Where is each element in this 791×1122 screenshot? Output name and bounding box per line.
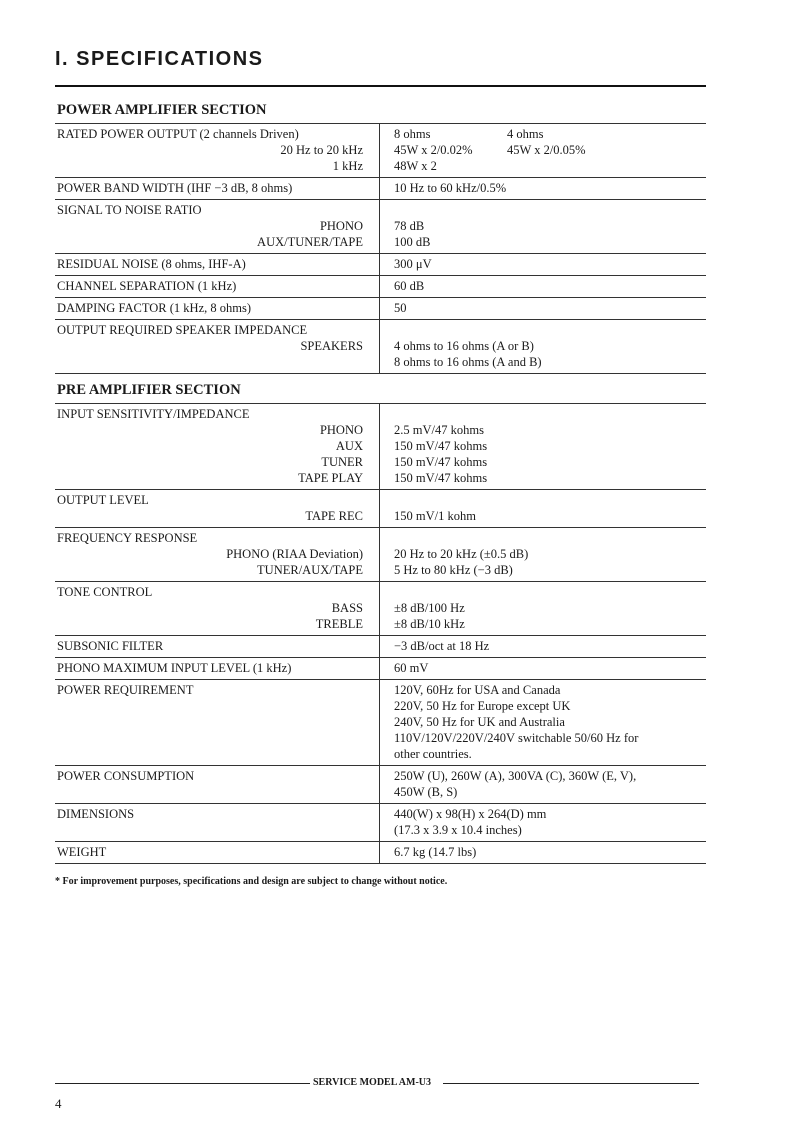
spec-row	[55, 804, 706, 842]
spec-sublabel: TAPE PLAY	[298, 471, 363, 485]
spec-value: 150 mV/1 kohm	[394, 509, 476, 523]
spec-label: TONE CONTROL	[57, 585, 153, 599]
title-rule	[55, 85, 706, 87]
spec-label-cell	[55, 582, 380, 636]
spec-sublabel: PHONO	[319, 219, 363, 233]
spec-value-line	[394, 218, 704, 234]
spec-row	[55, 490, 706, 528]
spec-row	[55, 178, 706, 200]
spec-sublabel: 1 kHz	[332, 159, 363, 173]
footer-rule-right	[443, 1083, 699, 1084]
page-title: I. SPECIFICATIONS	[55, 48, 264, 70]
spec-value-cell	[380, 276, 707, 298]
spec-row	[55, 276, 706, 298]
spec-label: RATED POWER OUTPUT (2 channels Driven)	[57, 127, 299, 141]
spec-value-line	[394, 354, 704, 370]
spec-value-line	[394, 784, 704, 800]
spec-value: 150 mV/47 kohms	[394, 471, 488, 485]
spec-value: 150 mV/47 kohms	[394, 439, 488, 453]
spec-value-line	[394, 454, 704, 470]
spec-sublabel: BASS	[331, 601, 363, 615]
spec-label-cell	[55, 658, 380, 680]
spec-value: (17.3 x 3.9 x 10.4 inches)	[394, 823, 522, 837]
spec-value: 10 Hz to 60 kHz/0.5%	[394, 181, 507, 195]
spec-label: SIGNAL TO NOISE RATIO	[57, 203, 202, 217]
spec-value-line	[394, 338, 704, 354]
spec-value-line	[394, 234, 704, 250]
spec-value: ±8 dB/100 Hz	[394, 601, 465, 615]
footer-model: SERVICE MODEL AM-U3	[313, 1077, 431, 1088]
spec-value-line	[394, 180, 704, 196]
spec-label-cell	[55, 766, 380, 804]
pre-amp-table	[55, 403, 706, 864]
spec-row	[55, 636, 706, 658]
spec-row	[55, 766, 706, 804]
spec-label-cell	[55, 298, 380, 320]
spec-value: 100 dB	[394, 235, 431, 249]
spec-value: 4 ohms	[507, 127, 544, 141]
spec-value-line	[394, 600, 704, 616]
spec-value-line	[394, 822, 704, 838]
spec-sublabel: TUNER/AUX/TAPE	[257, 563, 363, 577]
footnote: * For improvement purposes, specifications and design are subject to change without notice.	[55, 876, 448, 887]
spec-value: 2.5 mV/47 kohms	[394, 423, 484, 437]
spec-sublabel: AUX/TUNER/TAPE	[257, 235, 363, 249]
spec-sublabel: TUNER	[321, 455, 363, 469]
spec-value: −3 dB/oct at 18 Hz	[394, 639, 490, 653]
spec-value-cell	[380, 254, 707, 276]
spec-label: POWER CONSUMPTION	[57, 769, 195, 783]
spec-value: 45W x 2/0.05%	[507, 143, 586, 157]
spec-label-cell	[55, 320, 380, 374]
spec-value-line	[394, 158, 704, 174]
spec-row	[55, 842, 706, 864]
spec-value-line	[394, 584, 704, 600]
spec-value-line	[394, 508, 704, 524]
spec-value-line	[394, 470, 704, 486]
spec-value: 110V/120V/220V/240V switchable 50/60 Hz for	[394, 731, 639, 745]
spec-value-line	[394, 438, 704, 454]
spec-value-cell	[380, 528, 707, 582]
spec-value: 60 mV	[394, 661, 429, 675]
page-number: 4	[55, 1096, 62, 1111]
spec-value: 240V, 50 Hz for UK and Australia	[394, 715, 565, 729]
spec-row	[55, 254, 706, 276]
spec-value-cell	[380, 658, 707, 680]
spec-label-cell	[55, 636, 380, 658]
spec-value-line	[394, 300, 704, 316]
spec-sublabel: 20 Hz to 20 kHz	[280, 143, 363, 157]
spec-value: 50	[394, 301, 407, 315]
spec-label-cell	[55, 124, 380, 178]
spec-row	[55, 528, 706, 582]
spec-label: PHONO MAXIMUM INPUT LEVEL (1 kHz)	[57, 661, 292, 675]
spec-value-cell	[380, 766, 707, 804]
spec-value-line	[394, 698, 704, 714]
power-amp-heading: POWER AMPLIFIER SECTION	[57, 102, 267, 118]
spec-value-line	[394, 714, 704, 730]
spec-value-line	[394, 806, 704, 822]
spec-value-line	[394, 126, 704, 142]
spec-label-cell	[55, 404, 380, 490]
spec-label: RESIDUAL NOISE (8 ohms, IHF-A)	[57, 257, 246, 271]
spec-value-line	[394, 562, 704, 578]
spec-sublabel: TAPE REC	[305, 509, 363, 523]
spec-label: SUBSONIC FILTER	[57, 639, 164, 653]
spec-value-line	[394, 256, 704, 272]
spec-value: 60 dB	[394, 279, 425, 293]
spec-value: 250W (U), 260W (A), 300VA (C), 360W (E, V),	[394, 769, 637, 783]
spec-value-cell	[380, 124, 707, 178]
spec-value-cell	[380, 298, 707, 320]
spec-value: 220V, 50 Hz for Europe except UK	[394, 699, 571, 713]
spec-value-line	[394, 142, 704, 158]
spec-sublabel: PHONO	[319, 423, 363, 437]
spec-value-line	[394, 844, 704, 860]
spec-label-cell	[55, 254, 380, 276]
spec-value-line	[394, 768, 704, 784]
spec-label-cell	[55, 178, 380, 200]
spec-value: 45W x 2/0.02%	[394, 143, 473, 157]
spec-value-cell	[380, 680, 707, 766]
spec-label: OUTPUT LEVEL	[57, 493, 149, 507]
spec-row	[55, 200, 706, 254]
spec-row	[55, 320, 706, 374]
spec-value-cell	[380, 320, 707, 374]
footer-rule-left	[55, 1083, 310, 1084]
spec-value: 48W x 2	[394, 159, 437, 173]
spec-value: 4 ohms to 16 ohms (A or B)	[394, 339, 534, 353]
spec-label-cell	[55, 804, 380, 842]
spec-value-cell	[380, 582, 707, 636]
spec-value: 8 ohms to 16 ohms (A and B)	[394, 355, 542, 369]
spec-value-line	[394, 746, 704, 762]
spec-value-line	[394, 616, 704, 632]
spec-row	[55, 680, 706, 766]
spec-label: INPUT SENSITIVITY/IMPEDANCE	[57, 407, 250, 421]
spec-sublabel: AUX	[335, 439, 363, 453]
spec-row	[55, 124, 706, 178]
spec-label-cell	[55, 490, 380, 528]
spec-sublabel: SPEAKERS	[300, 339, 363, 353]
spec-value-line	[394, 322, 704, 338]
spec-value: 450W (B, S)	[394, 785, 458, 799]
spec-value-line	[394, 730, 704, 746]
spec-label-cell	[55, 842, 380, 864]
spec-row	[55, 404, 706, 490]
spec-label: FREQUENCY RESPONSE	[57, 531, 198, 545]
spec-value-line	[394, 530, 704, 546]
spec-value: 6.7 kg (14.7 lbs)	[394, 845, 477, 859]
spec-value-cell	[380, 636, 707, 658]
spec-label-cell	[55, 276, 380, 298]
spec-value: 78 dB	[394, 219, 425, 233]
spec-label: POWER BAND WIDTH (IHF −3 dB, 8 ohms)	[57, 181, 293, 195]
spec-label: OUTPUT REQUIRED SPEAKER IMPEDANCE	[57, 323, 308, 337]
spec-row	[55, 298, 706, 320]
spec-value-line	[394, 492, 704, 508]
spec-value: 300 μV	[394, 257, 432, 271]
spec-value: 8 ohms	[394, 127, 431, 141]
spec-value-line	[394, 682, 704, 698]
spec-value: 150 mV/47 kohms	[394, 455, 488, 469]
spec-value: other countries.	[394, 747, 472, 761]
spec-row	[55, 582, 706, 636]
spec-label-cell	[55, 200, 380, 254]
spec-label: CHANNEL SEPARATION (1 kHz)	[57, 279, 237, 293]
spec-row	[55, 658, 706, 680]
spec-value: 440(W) x 98(H) x 264(D) mm	[394, 807, 547, 821]
power-amp-table	[55, 123, 706, 374]
spec-value-cell	[380, 404, 707, 490]
spec-value: ±8 dB/10 kHz	[394, 617, 465, 631]
spec-label-cell	[55, 680, 380, 766]
spec-value-cell	[380, 200, 707, 254]
spec-value-cell	[380, 490, 707, 528]
spec-sublabel: PHONO (RIAA Deviation)	[226, 547, 363, 561]
spec-value-line	[394, 278, 704, 294]
spec-value: 120V, 60Hz for USA and Canada	[394, 683, 561, 697]
spec-value-line	[394, 406, 704, 422]
spec-value-line	[394, 422, 704, 438]
spec-value: 5 Hz to 80 kHz (−3 dB)	[394, 563, 513, 577]
spec-sublabel: TREBLE	[315, 617, 363, 631]
spec-value-line	[394, 660, 704, 676]
spec-label-cell	[55, 528, 380, 582]
spec-value: 20 Hz to 20 kHz (±0.5 dB)	[394, 547, 529, 561]
spec-value-cell	[380, 804, 707, 842]
spec-value-cell	[380, 842, 707, 864]
spec-value-line	[394, 546, 704, 562]
spec-value-line	[394, 202, 704, 218]
spec-value-line	[394, 638, 704, 654]
spec-label: POWER REQUIREMENT	[57, 683, 194, 697]
spec-label: WEIGHT	[57, 845, 107, 859]
spec-label: DIMENSIONS	[57, 807, 135, 821]
spec-value-cell	[380, 178, 707, 200]
spec-label: DAMPING FACTOR (1 kHz, 8 ohms)	[57, 301, 251, 315]
pre-amp-heading: PRE AMPLIFIER SECTION	[57, 382, 241, 398]
